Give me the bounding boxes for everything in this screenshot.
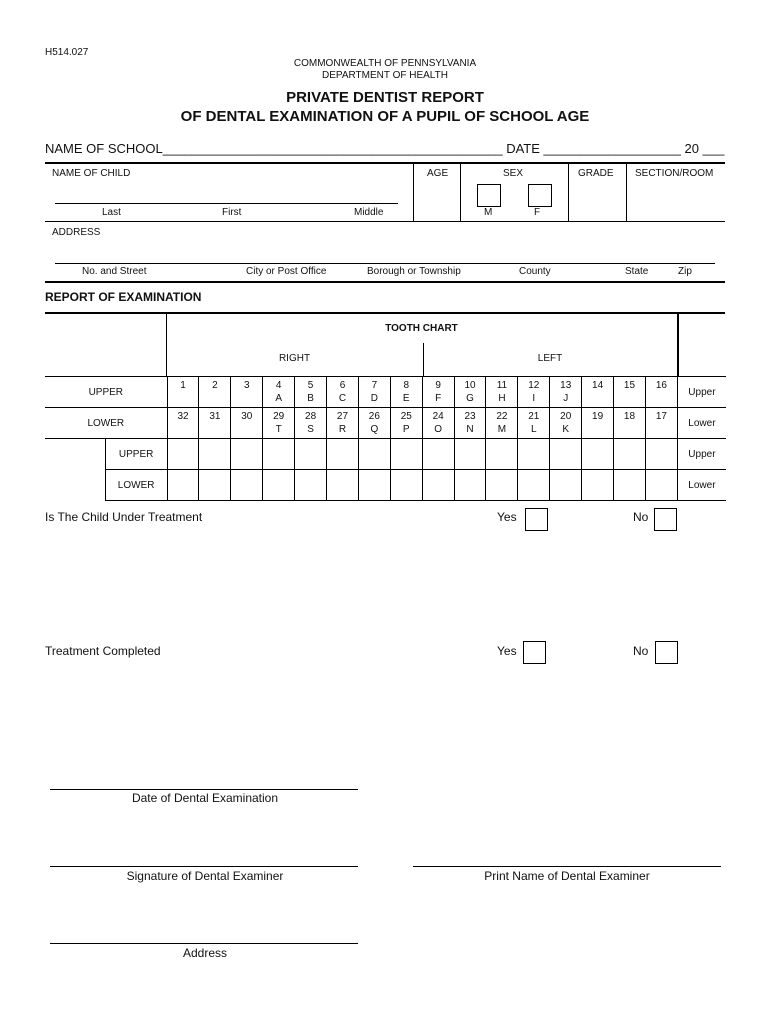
under-yes-checkbox[interactable] (525, 508, 548, 531)
signature-field[interactable] (50, 866, 358, 867)
date-exam-label: Date of Dental Examination (131, 791, 279, 805)
print-name-label: Print Name of Dental Examiner (484, 869, 650, 883)
completed-no-label: No (633, 644, 649, 658)
signature-label: Signature of Dental Examiner (126, 869, 284, 883)
tooth-cell-2[interactable] (199, 377, 231, 408)
tooth-letter: G (466, 393, 474, 404)
tooth-number: 30 (241, 411, 253, 422)
tooth-cell-8[interactable] (390, 377, 422, 408)
school-line (45, 141, 724, 156)
tooth-entry-cell[interactable] (454, 439, 486, 470)
tooth-number: 3 (244, 380, 250, 391)
tooth-cell-32[interactable] (167, 408, 199, 439)
tooth-entry-cell[interactable] (358, 439, 390, 470)
row-spacer (45, 470, 105, 501)
completed-yes-checkbox[interactable] (523, 641, 546, 664)
tooth-cell-13[interactable] (550, 377, 582, 408)
date-label: DATE (506, 141, 540, 156)
tooth-entry-cell[interactable] (199, 439, 231, 470)
under-treatment-label: Is The Child Under Treatment (45, 510, 203, 524)
tooth-letter: H (498, 393, 506, 404)
header-line2: DEPARTMENT OF HEALTH (322, 70, 448, 81)
tooth-entry-cell[interactable] (358, 470, 390, 501)
tooth-number: 32 (177, 411, 189, 422)
title-line2: OF DENTAL EXAMINATION OF A PUPIL OF SCHOOL AGE (180, 108, 590, 125)
tooth-number: 19 (592, 411, 604, 422)
tooth-entry-cell[interactable] (422, 470, 454, 501)
under-yes-label: Yes (497, 510, 517, 524)
tooth-cell-9[interactable] (422, 377, 454, 408)
divider (45, 281, 725, 283)
child-name-field[interactable] (55, 203, 398, 204)
tooth-letter: E (402, 393, 410, 404)
date-exam-field[interactable] (50, 789, 358, 790)
tooth-cell-10[interactable] (454, 377, 486, 408)
tooth-letter: J (563, 393, 569, 404)
tooth-cell-30[interactable] (231, 408, 263, 439)
tooth-number: 25 (400, 411, 412, 422)
tooth-number: 7 (371, 380, 378, 391)
tooth-letter: P (402, 424, 410, 435)
tooth-number: 20 (560, 411, 572, 422)
middle-label: Middle (354, 207, 384, 218)
city-label: City or Post Office (246, 266, 327, 277)
tooth-cell-27[interactable] (327, 408, 359, 439)
tooth-letter: L (531, 424, 537, 435)
tooth-entry-cell[interactable] (295, 439, 327, 470)
tooth-entry-cell[interactable] (167, 470, 199, 501)
tooth-letter: Q (370, 424, 379, 435)
tooth-entry-cell[interactable] (518, 470, 550, 501)
tooth-entry-cell[interactable] (518, 439, 550, 470)
tooth-number: 24 (432, 411, 444, 422)
address-signature-field[interactable] (50, 943, 358, 944)
sex-f-checkbox[interactable] (528, 184, 552, 207)
lower-sub-label: LOWER (105, 470, 167, 501)
divider (413, 162, 414, 221)
tooth-number: 31 (209, 411, 221, 422)
tooth-number: 26 (368, 411, 380, 422)
zip-label: Zip (678, 266, 692, 277)
tooth-number: 6 (339, 380, 346, 391)
right-label: RIGHT (278, 353, 311, 364)
tooth-row-upper (45, 377, 726, 408)
tooth-number: 15 (623, 380, 636, 391)
row-spacer (45, 439, 105, 470)
tooth-chart-table (45, 376, 726, 501)
tooth-letter: R (338, 424, 347, 435)
lower-side-label-2: Lower (677, 470, 726, 501)
tooth-entry-cell[interactable] (454, 470, 486, 501)
age-label: AGE (427, 168, 449, 179)
tooth-letter: C (338, 393, 347, 404)
completed-no-checkbox[interactable] (655, 641, 678, 664)
tooth-number: 14 (592, 380, 604, 391)
tooth-number: 17 (655, 411, 667, 422)
divider (626, 162, 627, 221)
tooth-number: 21 (528, 411, 540, 422)
first-label: First (222, 207, 242, 218)
tooth-entry-cell[interactable] (550, 439, 582, 470)
upper-jaw-label: UPPER (45, 377, 167, 408)
chart-right-divider (677, 312, 679, 377)
tooth-number: 29 (273, 411, 285, 422)
school-name-field[interactable]: _______________________________________________ (162, 141, 503, 156)
upper-side-label-2: Upper (677, 439, 726, 470)
tooth-letter: A (275, 393, 283, 404)
tooth-cell-16[interactable] (645, 377, 677, 408)
lower-jaw-label: LOWER (45, 408, 167, 439)
tooth-cell-20[interactable] (550, 408, 582, 439)
tooth-number: 23 (464, 411, 476, 422)
tooth-number: 12 (528, 380, 540, 391)
tooth-cell-15[interactable] (614, 377, 646, 408)
form-code: H514.027 (45, 47, 89, 58)
tooth-entry-cell[interactable] (582, 470, 614, 501)
tooth-cell-24[interactable] (422, 408, 454, 439)
chart-left-divider (166, 312, 167, 377)
tooth-entry-cell[interactable] (199, 470, 231, 501)
upper-side-label: Upper (677, 377, 726, 408)
address-field[interactable] (55, 263, 715, 264)
divider (460, 162, 461, 221)
tooth-entry-cell[interactable] (486, 470, 518, 501)
tooth-number: 5 (307, 380, 314, 391)
tooth-number: 11 (496, 380, 508, 391)
tooth-row-upper-blank (45, 439, 726, 470)
tooth-cell-19[interactable] (582, 408, 614, 439)
tooth-entry-cell[interactable] (645, 470, 677, 501)
tooth-entry-cell[interactable] (295, 470, 327, 501)
tooth-cell-26[interactable] (358, 408, 390, 439)
header-line1: COMMONWEALTH OF PENNSYLVANIA (293, 58, 477, 69)
last-label: Last (102, 207, 121, 218)
street-label: No. and Street (82, 266, 147, 277)
title-line1: PRIVATE DENTIST REPORT (286, 89, 484, 106)
left-label: LEFT (537, 353, 563, 364)
tooth-letter: K (562, 424, 570, 435)
tooth-cell-7[interactable] (358, 377, 390, 408)
tooth-letter: N (466, 424, 474, 435)
tooth-letter: B (307, 393, 314, 404)
grade-label: GRADE (578, 168, 614, 179)
tooth-cell-28[interactable] (295, 408, 327, 439)
tooth-cell-4[interactable] (263, 377, 295, 408)
tooth-entry-cell[interactable] (582, 439, 614, 470)
chart-top-border (45, 312, 725, 314)
tooth-entry-cell[interactable] (422, 439, 454, 470)
tooth-cell-1[interactable] (167, 377, 199, 408)
borough-label: Borough or Township (367, 266, 461, 277)
school-name-label: NAME OF SCHOOL (45, 141, 163, 156)
sex-m-checkbox[interactable] (477, 184, 501, 207)
tooth-cell-6[interactable] (327, 377, 359, 408)
date-field[interactable]: ___________________ (543, 141, 681, 156)
tooth-cell-23[interactable] (454, 408, 486, 439)
tooth-letter: T (275, 424, 282, 435)
tooth-entry-cell[interactable] (327, 470, 359, 501)
year-label: 20 (684, 141, 699, 156)
divider (568, 162, 569, 221)
tooth-cell-5[interactable] (295, 377, 327, 408)
divider (45, 221, 725, 222)
tooth-cell-3[interactable] (231, 377, 263, 408)
completed-yes-label: Yes (497, 644, 517, 658)
tooth-number: 22 (496, 411, 508, 422)
tooth-entry-cell[interactable] (614, 470, 646, 501)
county-label: County (519, 266, 551, 277)
tooth-cell-25[interactable] (390, 408, 422, 439)
tooth-cell-22[interactable] (486, 408, 518, 439)
divider (45, 162, 725, 164)
tooth-number: 28 (305, 411, 317, 422)
tooth-number: 4 (275, 380, 282, 391)
tooth-letter: O (434, 424, 443, 435)
tooth-entry-cell[interactable] (486, 439, 518, 470)
tooth-entry-cell[interactable] (390, 470, 422, 501)
year-field[interactable]: ___ (702, 141, 725, 156)
tooth-entry-cell[interactable] (327, 439, 359, 470)
section-label: SECTION/ROOM (635, 168, 714, 179)
tooth-entry-cell[interactable] (614, 439, 646, 470)
tooth-cell-21[interactable] (518, 408, 550, 439)
tooth-cell-14[interactable] (582, 377, 614, 408)
tooth-letter: D (370, 393, 378, 404)
sex-f-label: F (534, 207, 541, 218)
tooth-letter: M (497, 424, 507, 435)
tooth-letter: F (435, 393, 442, 404)
tooth-number: 27 (336, 411, 349, 422)
tooth-entry-cell[interactable] (263, 470, 295, 501)
upper-sub-label: UPPER (105, 439, 167, 470)
tooth-entry-cell[interactable] (550, 470, 582, 501)
tooth-cell-29[interactable] (263, 408, 295, 439)
sex-label: SEX (503, 168, 524, 179)
tooth-chart-title: TOOTH CHART (385, 323, 458, 334)
tooth-entry-cell[interactable] (390, 439, 422, 470)
tooth-entry-cell[interactable] (167, 439, 199, 470)
tooth-cell-11[interactable] (486, 377, 518, 408)
tooth-number: 10 (464, 380, 476, 391)
tooth-entry-cell[interactable] (231, 439, 263, 470)
under-no-checkbox[interactable] (654, 508, 677, 531)
tooth-entry-cell[interactable] (231, 470, 263, 501)
tooth-cell-17[interactable] (645, 408, 677, 439)
tooth-cell-12[interactable] (518, 377, 550, 408)
under-no-label: No (633, 510, 649, 524)
tooth-chart-body (45, 377, 726, 501)
report-title: REPORT OF EXAMINATION (45, 290, 202, 304)
tooth-row-lower (45, 408, 726, 439)
tooth-letter: S (307, 424, 314, 435)
tooth-entry-cell[interactable] (645, 439, 677, 470)
print-name-field[interactable] (413, 866, 721, 867)
tooth-number: 1 (180, 380, 186, 391)
address-signature-label: Address (182, 946, 228, 960)
sex-m-label: M (484, 207, 493, 218)
tooth-number: 8 (403, 380, 410, 391)
tooth-row-lower-blank (45, 470, 726, 501)
tooth-number: 18 (623, 411, 636, 422)
tooth-number: 16 (655, 380, 667, 391)
state-label: State (625, 266, 649, 277)
tooth-number: 2 (212, 380, 218, 391)
tooth-letter: I (532, 393, 536, 404)
address-label: ADDRESS (52, 227, 101, 238)
treatment-completed-label: Treatment Completed (45, 644, 161, 658)
tooth-cell-31[interactable] (199, 408, 231, 439)
child-name-label: NAME OF CHILD (52, 168, 131, 179)
tooth-cell-18[interactable] (614, 408, 646, 439)
tooth-entry-cell[interactable] (263, 439, 295, 470)
tooth-number: 9 (435, 380, 441, 391)
lower-side-label: Lower (677, 408, 726, 439)
tooth-number: 13 (560, 380, 572, 391)
